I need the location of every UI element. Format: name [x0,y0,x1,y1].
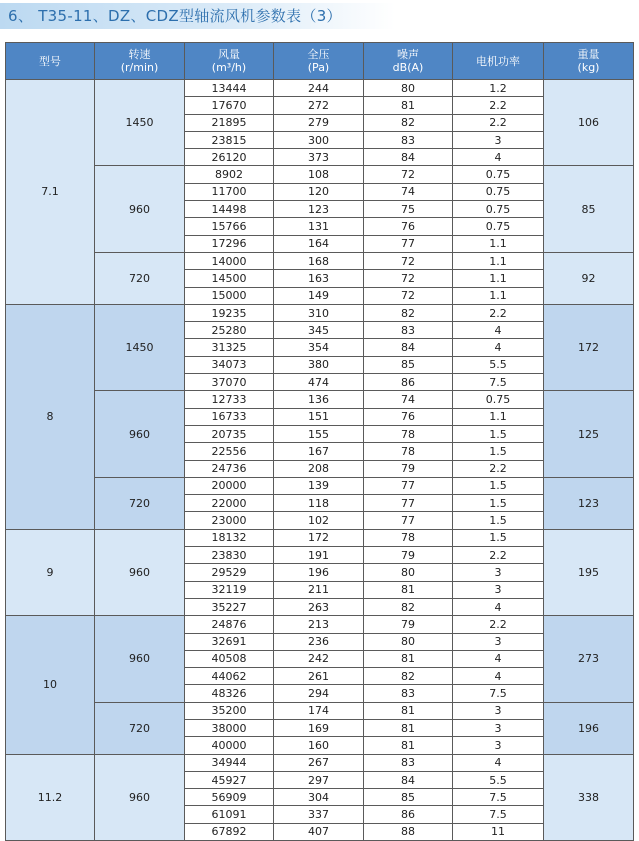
speed-cell: 720 [95,477,185,529]
airflow-cell: 20735 [185,425,274,442]
airflow-cell: 22556 [185,443,274,460]
airflow-cell: 17670 [185,97,274,114]
noise-cell: 77 [364,512,453,529]
motor-power-cell: 11 [453,823,544,840]
airflow-cell: 19235 [185,304,274,321]
airflow-cell: 32119 [185,581,274,598]
motor-power-cell: 4 [453,650,544,667]
table-row [6,702,634,719]
noise-cell: 84 [364,771,453,788]
noise-cell: 74 [364,183,453,200]
airflow-cell: 20000 [185,477,274,494]
airflow-cell: 23815 [185,131,274,148]
airflow-cell: 35227 [185,598,274,615]
header-speed: 转速 (r/min) [95,43,185,80]
motor-power-cell: 1.5 [453,512,544,529]
pressure-cell: 236 [274,633,364,650]
airflow-cell: 22000 [185,495,274,512]
header-weight: 重量 (kg) [544,43,634,80]
noise-cell: 81 [364,737,453,754]
model-cell: 7.1 [6,80,95,305]
pressure-cell: 168 [274,252,364,269]
speed-cell: 720 [95,702,185,754]
airflow-cell: 38000 [185,719,274,736]
table-row [6,391,634,408]
pressure-cell: 380 [274,356,364,373]
pressure-cell: 139 [274,477,364,494]
airflow-cell: 45927 [185,771,274,788]
speed-cell: 720 [95,252,185,304]
motor-power-cell: 3 [453,564,544,581]
noise-cell: 84 [364,339,453,356]
noise-cell: 81 [364,702,453,719]
motor-power-cell: 7.5 [453,806,544,823]
noise-cell: 72 [364,270,453,287]
noise-cell: 76 [364,218,453,235]
speed-cell: 960 [95,529,185,615]
noise-cell: 82 [364,304,453,321]
pressure-cell: 337 [274,806,364,823]
pressure-cell: 167 [274,443,364,460]
airflow-cell: 35200 [185,702,274,719]
pressure-cell: 164 [274,235,364,252]
pressure-cell: 102 [274,512,364,529]
weight-cell: 85 [544,166,634,252]
header-pressure: 全压 (Pa) [274,43,364,80]
airflow-cell: 32691 [185,633,274,650]
pressure-cell: 131 [274,218,364,235]
motor-power-cell: 0.75 [453,166,544,183]
airflow-cell: 26120 [185,149,274,166]
motor-power-cell: 0.75 [453,201,544,218]
pressure-cell: 279 [274,114,364,131]
airflow-cell: 13444 [185,80,274,97]
noise-cell: 74 [364,391,453,408]
noise-cell: 86 [364,374,453,391]
airflow-cell: 44062 [185,668,274,685]
airflow-cell: 12733 [185,391,274,408]
motor-power-cell: 4 [453,598,544,615]
motor-power-cell: 1.1 [453,270,544,287]
motor-power-cell: 2.2 [453,616,544,633]
speed-cell: 960 [95,166,185,252]
motor-power-cell: 2.2 [453,547,544,564]
motor-power-cell: 3 [453,737,544,754]
motor-power-cell: 1.1 [453,235,544,252]
airflow-cell: 14498 [185,201,274,218]
title-bar [0,3,395,29]
noise-cell: 77 [364,495,453,512]
airflow-cell: 61091 [185,806,274,823]
noise-cell: 78 [364,529,453,546]
noise-cell: 80 [364,633,453,650]
pressure-cell: 208 [274,460,364,477]
pressure-cell: 407 [274,823,364,840]
airflow-cell: 18132 [185,529,274,546]
motor-power-cell: 1.5 [453,443,544,460]
noise-cell: 82 [364,114,453,131]
speed-cell: 1450 [95,80,185,166]
pressure-cell: 244 [274,80,364,97]
airflow-cell: 56909 [185,789,274,806]
table-row [6,80,634,97]
motor-power-cell: 0.75 [453,218,544,235]
motor-power-cell: 2.2 [453,97,544,114]
pressure-cell: 297 [274,771,364,788]
model-cell: 10 [6,616,95,754]
airflow-cell: 15000 [185,287,274,304]
pressure-cell: 373 [274,149,364,166]
airflow-cell: 24736 [185,460,274,477]
noise-cell: 78 [364,425,453,442]
noise-cell: 72 [364,166,453,183]
airflow-cell: 21895 [185,114,274,131]
motor-power-cell: 2.2 [453,114,544,131]
weight-cell: 106 [544,80,634,166]
motor-power-cell: 1.5 [453,477,544,494]
noise-cell: 81 [364,581,453,598]
weight-cell: 196 [544,702,634,754]
airflow-cell: 29529 [185,564,274,581]
noise-cell: 83 [364,754,453,771]
weight-cell: 338 [544,754,634,840]
noise-cell: 75 [364,201,453,218]
noise-cell: 83 [364,131,453,148]
noise-cell: 83 [364,322,453,339]
airflow-cell: 15766 [185,218,274,235]
fan-parameter-table [5,42,634,841]
noise-cell: 78 [364,443,453,460]
header-motor-power: 电机功率 [453,43,544,80]
airflow-cell: 25280 [185,322,274,339]
table-row [6,252,634,269]
pressure-cell: 310 [274,304,364,321]
motor-power-cell: 2.2 [453,304,544,321]
model-cell: 9 [6,529,95,615]
weight-cell: 125 [544,391,634,477]
weight-cell: 172 [544,304,634,390]
motor-power-cell: 4 [453,754,544,771]
motor-power-cell: 7.5 [453,789,544,806]
table-header-row [6,43,634,80]
motor-power-cell: 1.1 [453,408,544,425]
airflow-cell: 34073 [185,356,274,373]
airflow-cell: 17296 [185,235,274,252]
airflow-cell: 8902 [185,166,274,183]
airflow-cell: 40508 [185,650,274,667]
noise-cell: 79 [364,547,453,564]
motor-power-cell: 0.75 [453,183,544,200]
noise-cell: 84 [364,149,453,166]
motor-power-cell: 1.5 [453,495,544,512]
weight-cell: 273 [544,616,634,702]
airflow-cell: 11700 [185,183,274,200]
pressure-cell: 267 [274,754,364,771]
model-cell: 8 [6,304,95,529]
pressure-cell: 163 [274,270,364,287]
airflow-cell: 23830 [185,547,274,564]
noise-cell: 86 [364,806,453,823]
speed-cell: 1450 [95,304,185,390]
motor-power-cell: 3 [453,702,544,719]
noise-cell: 72 [364,287,453,304]
airflow-cell: 31325 [185,339,274,356]
motor-power-cell: 1.1 [453,252,544,269]
airflow-cell: 34944 [185,754,274,771]
header-airflow: 风量 (m³/h) [185,43,274,80]
motor-power-cell: 1.5 [453,529,544,546]
page-title: 6、 T35-11、DZ、CDZ型轴流风机参数表（3） [8,7,342,25]
table-row [6,616,634,633]
motor-power-cell: 4 [453,339,544,356]
pressure-cell: 294 [274,685,364,702]
pressure-cell: 474 [274,374,364,391]
pressure-cell: 345 [274,322,364,339]
pressure-cell: 169 [274,719,364,736]
noise-cell: 85 [364,789,453,806]
pressure-cell: 300 [274,131,364,148]
pressure-cell: 272 [274,97,364,114]
motor-power-cell: 1.1 [453,287,544,304]
airflow-cell: 37070 [185,374,274,391]
airflow-cell: 14000 [185,252,274,269]
pressure-cell: 196 [274,564,364,581]
pressure-cell: 304 [274,789,364,806]
motor-power-cell: 3 [453,131,544,148]
pressure-cell: 263 [274,598,364,615]
motor-power-cell: 1.2 [453,80,544,97]
airflow-cell: 23000 [185,512,274,529]
pressure-cell: 136 [274,391,364,408]
motor-power-cell: 1.5 [453,425,544,442]
pressure-cell: 242 [274,650,364,667]
weight-cell: 123 [544,477,634,529]
motor-power-cell: 0.75 [453,391,544,408]
motor-power-cell: 4 [453,668,544,685]
motor-power-cell: 4 [453,149,544,166]
model-cell: 11.2 [6,754,95,840]
pressure-cell: 108 [274,166,364,183]
weight-cell: 92 [544,252,634,304]
noise-cell: 77 [364,235,453,252]
motor-power-cell: 3 [453,581,544,598]
pressure-cell: 120 [274,183,364,200]
pressure-cell: 118 [274,495,364,512]
pressure-cell: 151 [274,408,364,425]
airflow-cell: 24876 [185,616,274,633]
motor-power-cell: 7.5 [453,374,544,391]
noise-cell: 79 [364,616,453,633]
airflow-cell: 40000 [185,737,274,754]
motor-power-cell: 2.2 [453,460,544,477]
table-body [6,80,634,841]
noise-cell: 80 [364,80,453,97]
pressure-cell: 155 [274,425,364,442]
table-row [6,754,634,771]
airflow-cell: 14500 [185,270,274,287]
motor-power-cell: 5.5 [453,356,544,373]
noise-cell: 81 [364,650,453,667]
motor-power-cell: 3 [453,633,544,650]
table-row [6,529,634,546]
header-noise: 噪声 dB(A) [364,43,453,80]
pressure-cell: 123 [274,201,364,218]
speed-cell: 960 [95,754,185,840]
noise-cell: 85 [364,356,453,373]
airflow-cell: 67892 [185,823,274,840]
noise-cell: 81 [364,719,453,736]
noise-cell: 81 [364,97,453,114]
pressure-cell: 211 [274,581,364,598]
noise-cell: 77 [364,477,453,494]
pressure-cell: 149 [274,287,364,304]
table-row [6,166,634,183]
motor-power-cell: 3 [453,719,544,736]
table-row [6,477,634,494]
weight-cell: 195 [544,529,634,615]
noise-cell: 83 [364,685,453,702]
motor-power-cell: 4 [453,322,544,339]
noise-cell: 76 [364,408,453,425]
noise-cell: 79 [364,460,453,477]
table-row [6,304,634,321]
pressure-cell: 172 [274,529,364,546]
pressure-cell: 174 [274,702,364,719]
header-model: 型号 [6,43,95,80]
speed-cell: 960 [95,391,185,477]
pressure-cell: 261 [274,668,364,685]
motor-power-cell: 7.5 [453,685,544,702]
pressure-cell: 213 [274,616,364,633]
airflow-cell: 48326 [185,685,274,702]
noise-cell: 80 [364,564,453,581]
noise-cell: 88 [364,823,453,840]
noise-cell: 72 [364,252,453,269]
noise-cell: 82 [364,598,453,615]
speed-cell: 960 [95,616,185,702]
noise-cell: 82 [364,668,453,685]
pressure-cell: 354 [274,339,364,356]
motor-power-cell: 5.5 [453,771,544,788]
airflow-cell: 16733 [185,408,274,425]
pressure-cell: 160 [274,737,364,754]
pressure-cell: 191 [274,547,364,564]
